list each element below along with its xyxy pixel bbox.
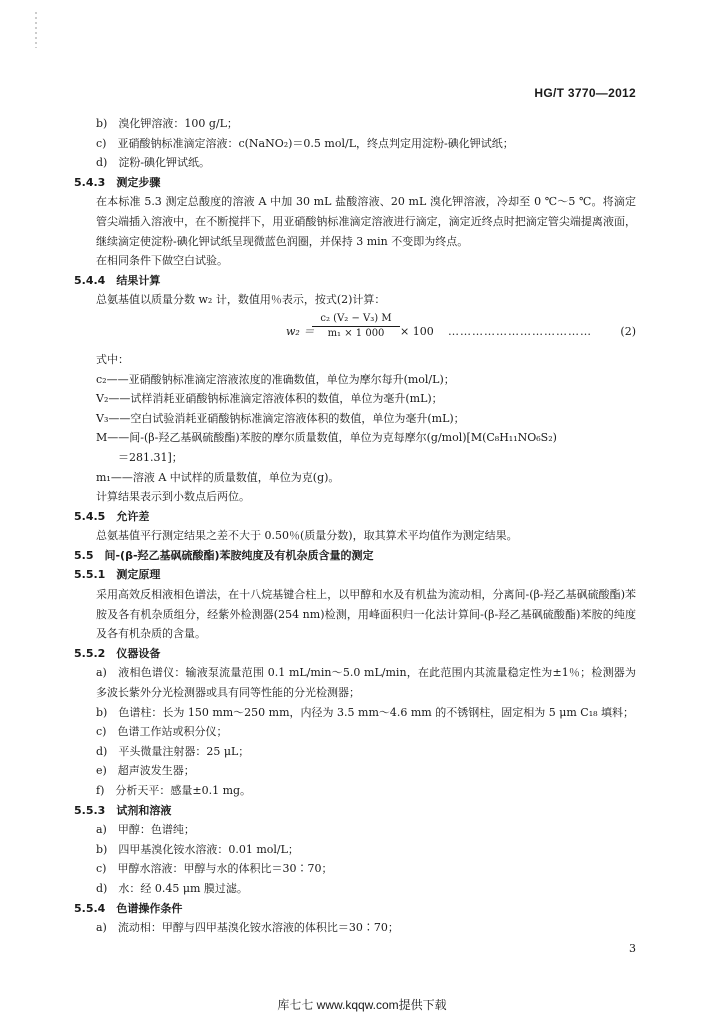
list-item: d) 水：经 0.45 μm 膜过滤。 — [96, 881, 248, 895]
list-item: c) 色谱工作站或积分仪； — [96, 725, 228, 739]
paragraph: 在相同条件下做空白试验。 — [96, 254, 228, 268]
definition-item: M——间-(β-羟乙基砜硫酸酯)苯胺的摩尔质量数值，单位为克每摩尔(g/mol)[M(C₈H₁₁NO₆S₂) — [96, 431, 557, 445]
formula-number: (2) — [620, 324, 636, 338]
paragraph: 在本标准 5.3 测定总酸度的溶液 A 中加 30 mL 盐酸溶液、20 mL 溴化钾溶液，冷却至 0 ℃～5 ℃。将滴定管尖端插入溶液中，在不断搅拌下，用亚硝酸钠标准滴定溶液进行滴定，滴定近终点时把滴定管尖端提离液面，继续滴定使淀粉-碘化钾试纸呈现微蓝色润圈，并保持 3 min 不变即为终点。 — [96, 195, 636, 248]
list-item: d) 平头微量注射器：25 μL； — [96, 744, 250, 758]
section-heading: 5.5.2 仪器设备 — [74, 646, 161, 660]
paragraph: 总氨基值平行测定结果之差不大于 0.50％(质量分数)，取其算术平均值作为测定结果。 — [96, 529, 518, 543]
list-item: c) 甲醇水溶液：甲醇与水的体积比＝30∶70； — [96, 862, 333, 876]
document-body — [74, 114, 636, 938]
list-item: a) 甲醇：色谱纯； — [96, 823, 195, 837]
standard-number: HG/T 3770—2012 — [534, 86, 636, 100]
list-item: b) 色谱柱：长为 150 mm～250 mm，内径为 3.5 mm～4.6 mm 的不锈钢柱，固定相为 5 μm C₁₈ 填料； — [96, 705, 635, 719]
definition-item-continued: ＝281.31]； — [118, 450, 183, 464]
list-item: b) 四甲基溴化铵水溶液：0.01 mol/L； — [96, 842, 299, 856]
paragraph: 总氨基值以质量分数 w₂ 计，数值用％表示，按式(2)计算： — [96, 293, 386, 307]
section-heading: 5.5.4 色谱操作条件 — [74, 901, 183, 915]
section-heading: 5.5 间-(β-羟乙基砜硫酸酯)苯胺纯度及有机杂质含量的测定 — [74, 548, 374, 562]
formula-fraction — [312, 312, 400, 341]
section-heading: 5.5.3 试剂和溶液 — [74, 803, 172, 817]
page-number: 3 — [629, 942, 636, 955]
section-heading: 5.4.5 允许差 — [74, 509, 150, 523]
list-item: a) 流动相：甲醇与四甲基溴化铵水溶液的体积比＝30∶70； — [96, 921, 399, 935]
formula-numerator: c₂ (V₂ − V₃) M — [312, 312, 400, 327]
margin-mark-icon — [32, 10, 40, 50]
footer-watermark: 库七七 www.kqqw.com提供下载 — [277, 998, 447, 1012]
list-item: b) 溴化钾溶液：100 g/L； — [96, 117, 238, 130]
formula — [74, 310, 636, 350]
paragraph: 计算结果表示到小数点后两位。 — [96, 490, 250, 504]
formula-multiplier: × 100 — [400, 324, 434, 338]
definition-item: V₂——试样消耗亚硝酸钠标准滴定溶液体积的数值，单位为毫升(mL)； — [96, 392, 443, 406]
list-item: c) 亚硝酸钠标准滴定溶液：c(NaNO₂)＝0.5 mol/L，终点判定用淀粉-碘化钾试纸； — [96, 136, 514, 150]
list-item: f) 分析天平：感量±0.1 mg。 — [96, 784, 252, 797]
list-item: e) 超声波发生器； — [96, 764, 195, 778]
definition-item: m₁——溶液 A 中试样的质量数值，单位为克(g)。 — [96, 470, 340, 484]
formula-lhs: w₂ ＝ — [286, 324, 315, 338]
definition-item: V₃——空白试验消耗亚硝酸钠标准滴定溶液体积的数值，单位为毫升(mL)； — [96, 411, 465, 425]
section-heading: 5.5.1 测定原理 — [74, 568, 161, 582]
definition-item: c₂——亚硝酸钠标准滴定溶液浓度的准确数值，单位为摩尔每升(mol/L)； — [96, 372, 455, 386]
formula-denominator: m₁ × 1 000 — [327, 327, 385, 339]
section-heading: 5.4.3 测定步骤 — [74, 175, 161, 189]
list-item: a) 液相色谱仪：输液泵流量范围 0.1 mL/min～5.0 mL/min，在此范围内其流量稳定性为±1％；检测器为多波长紫外分光检测器或具有同等性能的分光检测器； — [96, 666, 636, 700]
paragraph: 式中： — [96, 352, 129, 366]
list-item: d) 淀粉-碘化钾试纸。 — [96, 156, 211, 170]
paragraph: 采用高效反相液相色谱法，在十八烷基键合柱上，以甲醇和水及有机盐为流动相，分离间-(β-羟乙基砜硫酸酯)苯胺及各有机杂质组分，经紫外检测器(254 nm)检测，用峰面积归一化法计算间-(β-羟乙基砜硫酸酯)苯胺的纯度及各有机杂质的含量。 — [96, 588, 636, 641]
section-heading: 5.4.4 结果计算 — [74, 273, 161, 287]
formula-leader-dots: ……………………………… — [448, 324, 592, 338]
